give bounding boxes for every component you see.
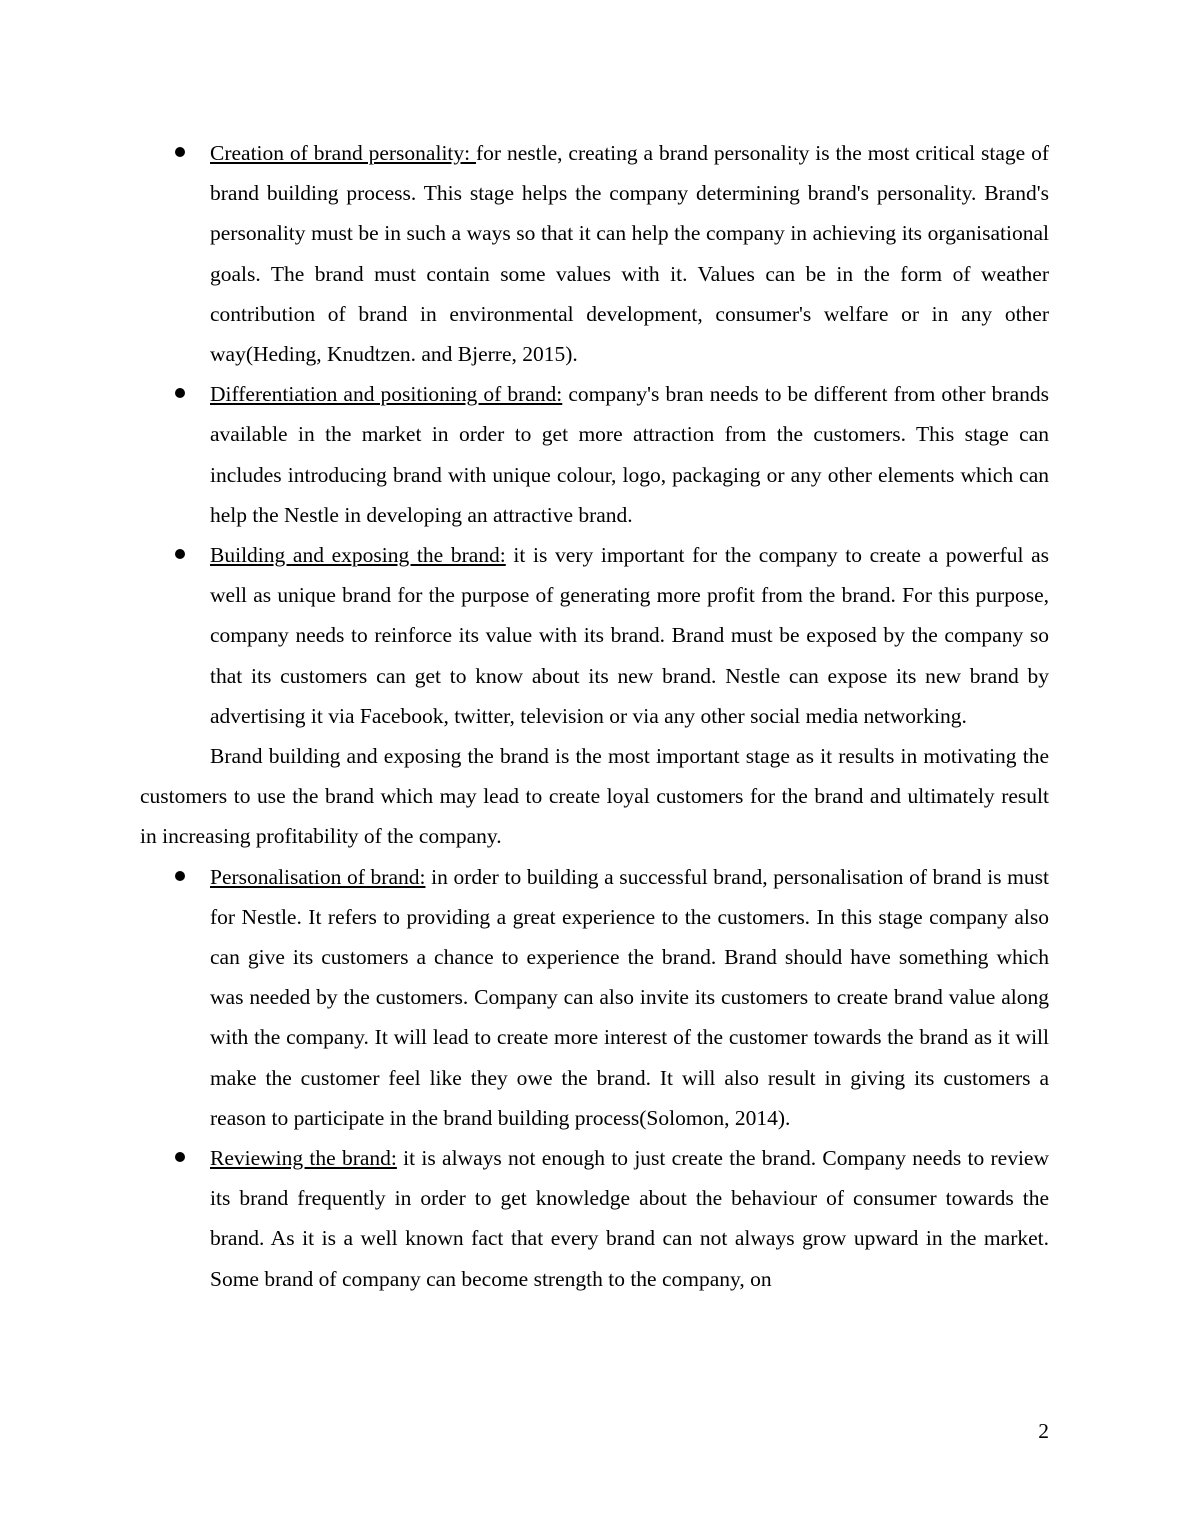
bullet-icon [175,871,185,881]
bullet-item-brand-personality [140,133,1049,374]
item-body: for nestle, creating a brand personality is the most critical stage of brand building process. This stage helps the company determining brand's personality. Brand's personality must be in such a ways so that it can help the company in achieving its organisational goals. The brand must contain some values with it. Values can be in the form of weather contribution of brand in environmental development, consumer's welfare or in any other way(Heding, Knudtzen. and Bjerre, 2015). [210,141,1049,367]
item-title: Differentiation and positioning of brand: [210,382,563,407]
item-body: it is always not enough to just create the brand. Company needs to review its brand frequently in order to get knowledge about the behaviour of consumer towards the brand. As it is a well known fact that every brand can not always grow upward in the market. Some brand of company can become strength to the company, on [210,1146,1050,1291]
bullet-icon [175,388,185,398]
bullet-item-differentiation [140,374,1049,535]
item-body: company's bran needs to be different from other brands available in the market in order to get more attraction from the customers. This stage can includes introducing brand with unique colour, logo, packaging or any other elements which can help the Nestle in developing an attractive brand. [210,382,1049,527]
item-title: Creation of brand personality: [210,141,477,165]
bullet-item-personalisation [140,857,1049,1138]
item-title: Personalisation of brand: [210,864,426,889]
bullet-item-building-exposing [140,535,1049,736]
bullet-icon [175,549,185,559]
item-body: in order to building a successful brand, personalisation of brand is must for Nestle. It refers to providing a great experience to the customers. In this stage company also can give its customers a chance to experience the brand. Brand should have something which was needed by the customers. Company can also invite its customers to create brand value along with the company. It will lead to create more interest of the customer towards the brand as it will make the customer feel like they owe the brand. It will also result in giving its customers a reason to participate in the brand building process(Solomon, 2014). [210,864,1049,1130]
bullet-item-reviewing [140,1138,1049,1299]
page-number: 2 [1038,1419,1049,1443]
bullet-icon [175,1152,185,1162]
page-content [140,133,1049,1299]
bullet-icon [175,147,185,157]
item-title: Building and exposing the brand: [210,543,506,568]
body-paragraph: Brand building and exposing the brand is the most important stage as it results in motivating the customers to use the brand which may lead to create loyal customers for the brand and ultimately result in increasing profitability of the company. [140,744,1049,849]
item-title: Reviewing the brand: [210,1146,397,1171]
item-body: it is very important for the company to create a powerful as well as unique brand for the purpose of generating more profit from the brand. For this purpose, company needs to reinforce its value with its brand. Brand must be exposed by the company so that its customers can get to know about its new brand. Nestle can expose its new brand by advertising it via Facebook, twitter, television or via any other social media networking. [210,543,1049,728]
